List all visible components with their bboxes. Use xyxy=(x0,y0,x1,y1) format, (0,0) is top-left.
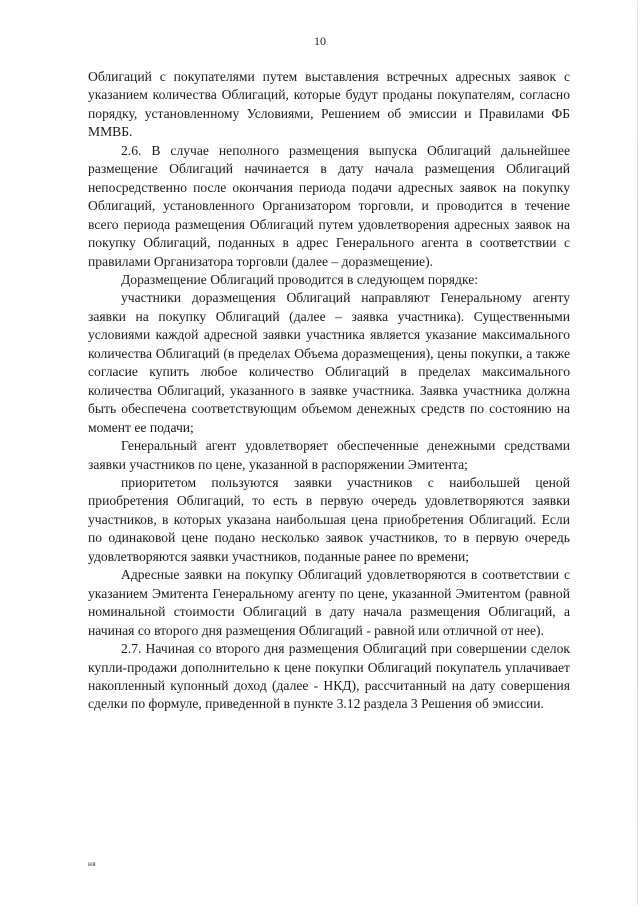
paragraph: Облигаций с покупателями путем выставления встречных адресных заявок с указанием количества Облигаций, которые будут проданы покупателям, согласно порядку, установленному Условиями, Решением об эмиссии и Правилами ФБ ММВБ. xyxy=(88,69,570,140)
paragraph: 2.7. Начиная со второго дня размещения Облигаций при совершении сделок купли-продажи дополнительно к цене покупки Облигаций покупатель уплачивает накопленный купонный доход (далее - НКД), рассчитанный на дату совершения сделки по формуле, приведенной в пункте 3.12 раздела 3 Решения об эмиссии. xyxy=(88,641,570,712)
paragraph: Доразмещение Облигаций проводится в следующем порядке: xyxy=(121,271,479,287)
paragraph: Адресные заявки на покупку Облигаций удовлетворяются в соответствии с указанием Эмитента Генеральному агенту по цене, указанной Эмитентом (равной номинальной стоимости Облигаций в дату начала размещения Облигаций, а начиная со второго дня размещения Облигаций - равной или отличной от нее). xyxy=(88,567,570,638)
page-number: 10 xyxy=(314,34,326,48)
paragraph: 2.6. В случае неполного размещения выпуска Облигаций дальнейшее размещение Облигаций начинается в дату начала размещения Облигаций непосредственно после окончания периода подачи адресных заявок на покупку Облигаций, установленного Организатором торговли, и проводится в течение всего периода размещения Облигаций путем удовлетворения адресных заявок на покупку Облигаций, поданных в адрес Генерального агента в соответствии с правилами Организатора торговли (далее – доразмещение). xyxy=(88,142,570,269)
paragraph: Генеральный агент удовлетворяет обеспеченные денежными средствами заявки участников по цене, указанной в распоряжении Эмитента; xyxy=(88,438,570,472)
footer-initials: нв xyxy=(88,860,97,868)
paragraph: приоритетом пользуются заявки участников с наибольшей ценой приобретения Облигаций, то есть в первую очередь удовлетворяются заявки участников, в которых указана наибольшая цена приобретения Облигаций. Если по одинаковой цене подано несколько заявок участников, то в первую очередь удовлетворяются заявки участников, поданные ранее по времени; xyxy=(88,474,570,564)
page-edge xyxy=(637,0,638,905)
document-body xyxy=(88,68,570,714)
paragraph: участники доразмещения Облигаций направляют Генеральному агенту заявки на покупку Облигаций (далее – заявка участника). Существенными условиями каждой адресной заявки участника является указание максимального количества Облигаций (в пределах Объема доразмещения), цены покупки, а также согласие купить любое количество Облигаций в пределах максимального количества Облигаций, указанного в заявке участника. Заявка участника должна быть обеспечена соответствующим объемом денежных средств по состоянию на момент ее подачи; xyxy=(88,290,570,435)
